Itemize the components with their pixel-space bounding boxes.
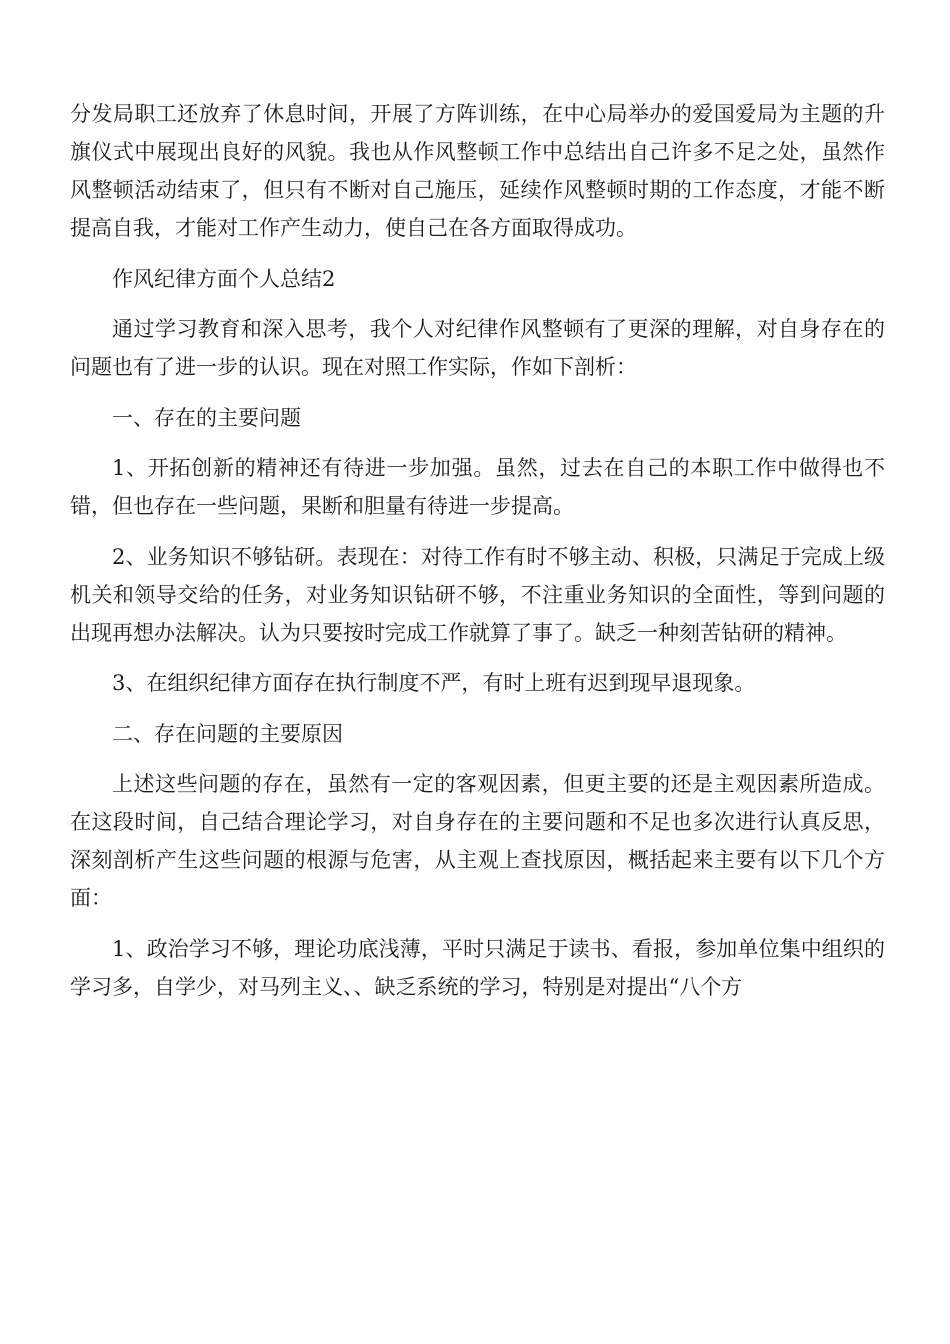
document-page	[70, 95, 885, 1018]
section-title-summary-2: 作风纪律方面个人总结2	[112, 266, 336, 291]
paragraph-continuation: 分发局职工还放弃了休息时间，开展了方阵训练，在中心局举办的爱国爱局为主题的升旗仪式中展现出良好的风貌。我也从作风整顿工作中总结出自己许多不足之处，虽然作风整顿活动结束了，但只有不断对自己施压，延续作风整顿时期的工作态度，才能不断提高自我，才能对工作产生动力，使自己在各方面取得成功。	[70, 102, 885, 240]
list-item-problem-1: 1、开拓创新的精神还有待进一步加强。虽然，过去在自己的本职工作中做得也不错，但也存在一些问题，果断和胆量有待进一步提高。	[70, 456, 885, 518]
heading-main-problems: 一、存在的主要问题	[112, 405, 301, 430]
heading-main-causes: 二、存在问题的主要原因	[112, 721, 343, 746]
paragraph-causes-intro: 上述这些问题的存在，虽然有一定的客观因素，但更主要的还是主观因素所造成。在这段时间，自己结合理论学习，对自身存在的主要问题和不足也多次进行认真反思，深刻剖析产生这些问题的根源与危害，从主观上查找原因，概括起来主要有以下几个方面：	[70, 772, 885, 910]
list-item-problem-3: 3、在组织纪律方面存在执行制度不严，有时上班有迟到现早退现象。	[112, 671, 756, 695]
list-item-cause-1: 1、政治学习不够，理论功底浅薄，平时只满足于读书、看报，参加单位集中组织的学习多，自学少，对马列主义、、缺乏系统的学习，特别是对提出“八个方	[70, 936, 885, 999]
list-item-problem-2: 2、业务知识不够钻研。表现在：对待工作有时不够主动、积极，只满足于完成上级机关和领导交给的任务，对业务知识钻研不够，不注重业务知识的全面性，等到问题的出现再想办法解决。认为只要按时完成工作就算了事了。缺乏一种刻苦钻研的精神。	[70, 544, 885, 645]
paragraph-intro: 通过学习教育和深入思考，我个人对纪律作风整顿有了更深的理解，对自身存在的问题也有了进一步的认识。现在对照工作实际，作如下剖析：	[70, 317, 885, 379]
